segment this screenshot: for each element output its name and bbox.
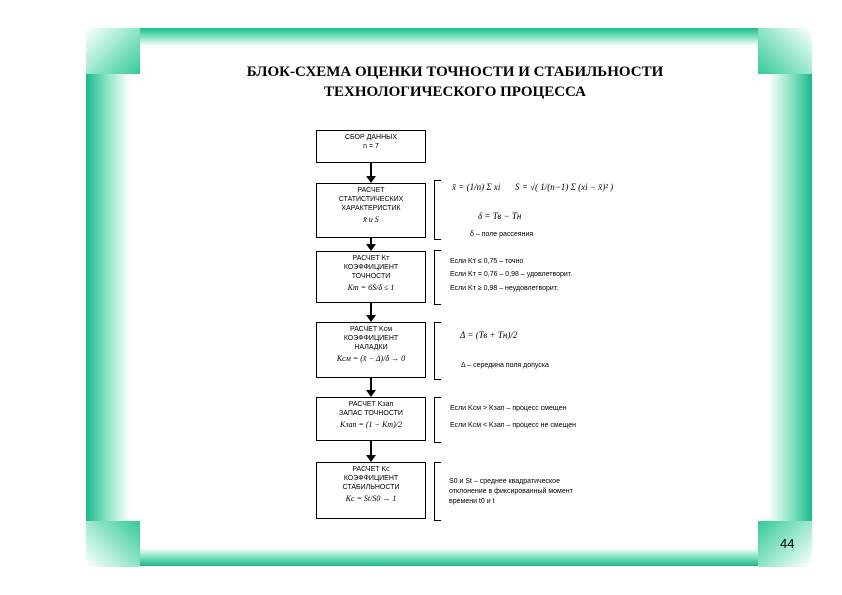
box-stability-coefficient [316,462,426,519]
arrow-5-6 [366,455,376,462]
frame-bottom-bar [140,548,758,566]
box-ksm-line-1: РАСЧЕТ Kсм [349,326,393,333]
box-kc-line-3: СТАБИЛЬНОСТИ [342,484,400,491]
slide-title-line-2: ТЕХНОЛОГИЧЕСКОГО ПРОЦЕССА [324,84,586,100]
note-mean-formula: x̄ = (1/n) Σ xi [452,182,501,192]
box-kzap-line-2: ЗАПАС ТОЧНОСТИ [339,410,403,417]
slide-title [150,62,760,102]
box-ksm-line-3: НАЛАДКИ [354,344,388,351]
note-kt-unsatisfactory: Если Kт ≥ 0,98 – неудовлетворит. [450,285,559,292]
slide-title-line-1: БЛОК-СХЕМА ОЦЕНКИ ТОЧНОСТИ И СТАБИЛЬНОСТИ [246,64,664,80]
box-stat-line-2: СТАТИСТИЧЕСКИХ [338,196,404,203]
note-center-label: Δ – середина поля допуска [461,362,549,369]
bracket-kt [434,250,441,305]
box-kzap-line-1: РАСЧЕТ Kзап [348,401,394,408]
connector-4-5 [370,378,372,390]
box-stat-line-3: ХАРАКТЕРИСТИК [341,205,401,212]
frame-corner-top-right [758,28,812,74]
box-accuracy-coefficient [316,251,426,303]
box-accuracy-margin [316,397,426,441]
connector-5-6 [370,441,372,455]
frame-corner-top-left [86,28,140,74]
frame-corner-bottom-left [86,521,140,567]
note-kzap-shifted: Если Kсм > Kзап – процесс смещен [450,405,567,412]
connector-1-2 [370,163,372,176]
frame-right-bar [768,74,812,521]
box-data-collection-line-1: СБОР ДАННЫХ [344,134,397,141]
note-stability-line-3: времени t0 и t [449,498,495,505]
bracket-kzap [434,397,441,443]
box-kc-line-1: РАСЧЕТ Kс [352,466,390,473]
arrow-1-2 [366,176,376,183]
arrow-2-3 [366,244,376,251]
box-kt-line-2: КОЭФФИЦИЕНТ [343,264,399,271]
note-delta-formula: δ = Тв − Тн [478,211,522,221]
bracket-stat [434,180,441,240]
note-stability-line-1: S0 и St – среднее квадратическое [449,478,560,485]
box-stat-line-1: РАСЧЕТ [357,187,385,194]
frame-left-bar [86,74,130,521]
box-kt-line-3: ТОЧНОСТИ [351,273,391,280]
box-adjustment-coefficient [316,322,426,378]
box-ksm-line-2: КОЭФФИЦИЕНТ [343,335,399,342]
box-ksm-formula: Kсм = (x̄ − Δ)/δ → 0 [336,354,406,363]
box-data-collection [316,130,426,163]
note-stability-line-2: отклонение в фиксированный момент [449,488,573,495]
box-kc-formula: Kс = St/S0 → 1 [345,494,397,503]
note-kzap-not-shifted: Если Kсм < Kзап – процесс не смещен [450,422,577,429]
note-center-formula: Δ = (Тв + Тн)/2 [460,330,518,340]
note-kt-accurate: Если Kт ≤ 0,75 – точно [450,258,524,265]
note-delta-label: δ – поле рассеяния [470,231,534,238]
box-kt-formula: Kт = 6S/δ ≤ 1 [347,283,395,292]
note-kt-satisfactory: Если Kт = 0,76 – 0,98 – удовлетворит. [450,271,573,278]
box-kzap-formula: Kзап = (1 − Kт)/2 [340,420,402,429]
frame-top-bar [140,28,758,46]
note-std-formula: S = √( 1/(n−1) Σ (xi − x̄)² ) [515,182,614,192]
bracket-ksm [434,322,441,380]
box-data-collection-line-2: n = 7 [363,143,379,150]
box-kc-line-2: КОЭФФИЦИЕНТ [343,475,399,482]
box-stat-formula: x̄ и S [363,215,379,224]
bracket-kc [434,462,441,521]
connector-3-4 [370,303,372,315]
box-kt-line-1: РАСЧЕТ Kт [352,255,390,262]
arrow-3-4 [366,315,376,322]
arrow-4-5 [366,390,376,397]
page-number: 44 [780,536,795,551]
box-stat-characteristics [316,183,426,238]
